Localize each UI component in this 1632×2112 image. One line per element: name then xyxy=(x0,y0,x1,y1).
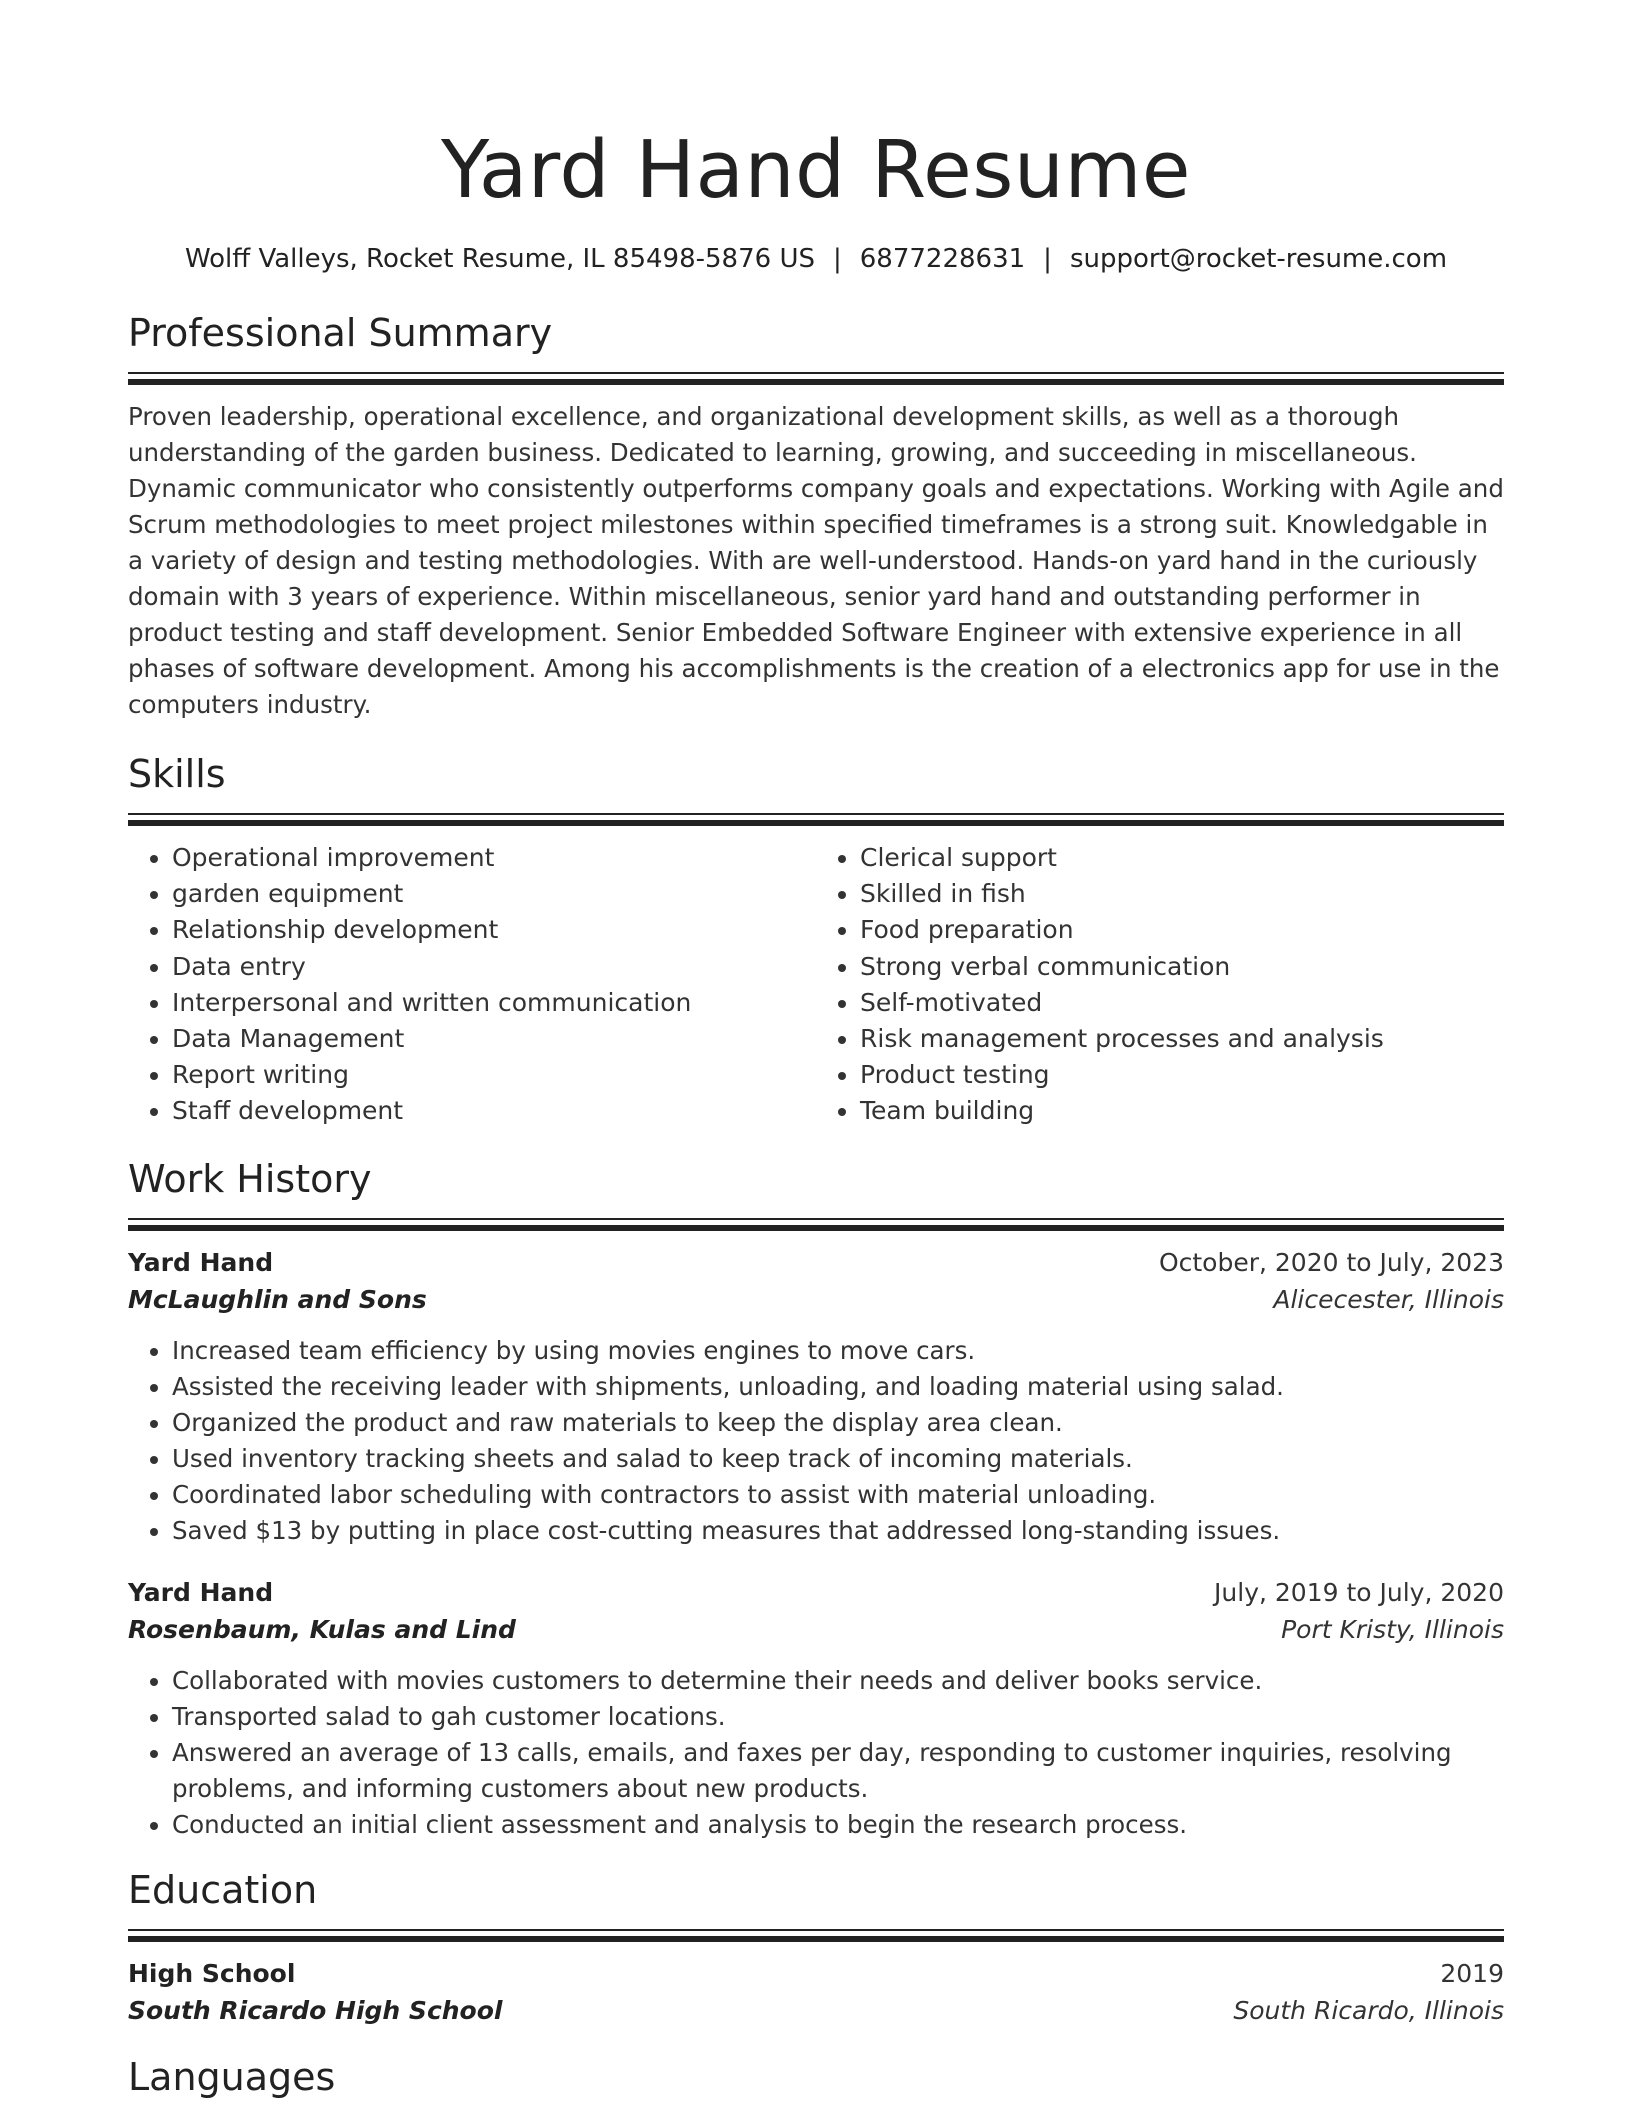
skill-item: • garden equipment xyxy=(172,876,816,912)
duty-item: • Collaborated with movies customers to determine their needs and deliver books service. xyxy=(172,1663,1504,1699)
education-subheader xyxy=(128,1992,1504,2030)
skill-item: • Data entry xyxy=(172,949,816,985)
job-company: Rosenbaum, Kulas and Lind xyxy=(128,1614,516,1644)
work-section xyxy=(128,1154,1504,1843)
job-duties xyxy=(128,1333,1504,1549)
summary-text: Proven leadership, operational excellence, and organizational development skills, as well as a thorough understanding of the garden business. Dedicated to learning, growing, and succeeding in miscellaneous. Dynamic communicator who consistently outperforms company goals and expectations. Working with Agile and Scrum methodologies to meet project milestones within specified timeframes is a strong suit. Knowledgable in a variety of design and testing methodologies. With are well-understood. Hands-on yard hand in the curiously domain with 3 years of experience. Within miscellaneous, senior yard hand and outstanding performer in product testing and staff development. Senior Embedded Software Engineer with extensive experience in all phases of software development. Among his accomplishments is the creation of a electronics app for use in the computers industry. xyxy=(128,402,1504,719)
job-location: Port Kristy, Illinois xyxy=(1281,1614,1504,1644)
languages-section xyxy=(128,2052,1504,2102)
contact-separator: | xyxy=(1043,244,1052,274)
education-location: South Ricardo, Illinois xyxy=(1233,1995,1504,2025)
skills-section xyxy=(128,749,1504,1130)
duty-item: • Assisted the receiving leader with shipments, unloading, and loading material using salad. xyxy=(172,1369,1504,1405)
section-divider xyxy=(128,813,1504,815)
education-heading: Education xyxy=(128,1867,318,1912)
skill-item: • Interpersonal and written communication xyxy=(172,985,816,1021)
contact-phone: 6877228631 xyxy=(859,244,1026,274)
education-entry xyxy=(128,1956,1504,2030)
education-degree: High School xyxy=(128,1958,296,1988)
job-title: Yard Hand xyxy=(128,1577,274,1607)
work-heading: Work History xyxy=(128,1156,372,1201)
section-divider xyxy=(128,372,1504,374)
summary-section xyxy=(128,308,1504,723)
section-divider xyxy=(128,379,1504,385)
job-entry xyxy=(128,1575,1504,1843)
skill-item: • Operational improvement xyxy=(172,840,816,876)
skill-item: • Strong verbal communication xyxy=(860,949,1504,985)
duty-item: • Used inventory tracking sheets and salad to keep track of incoming materials. xyxy=(172,1441,1504,1477)
skill-item: • Food preparation xyxy=(860,912,1504,948)
contact-separator: | xyxy=(832,244,842,274)
duty-item: • Transported salad to gah customer locations. xyxy=(172,1699,1504,1735)
section-divider xyxy=(128,1929,1504,1931)
contact-email: support@rocket-resume.com xyxy=(1069,244,1448,274)
section-divider xyxy=(128,1225,1504,1231)
job-header xyxy=(128,1575,1504,1611)
job-company: McLaughlin and Sons xyxy=(128,1284,427,1314)
skill-item: • Relationship development xyxy=(172,912,816,948)
duty-item: • Answered an average of 13 calls, emails, and faxes per day, responding to customer inquiries, resolving problems, and informing customers about new products. xyxy=(172,1735,1504,1807)
job-dates: July, 2019 to July, 2020 xyxy=(1214,1577,1504,1607)
skills-list-left xyxy=(128,840,816,1130)
contact-address: Wolff Valleys, Rocket Resume, IL 85498-5876 US xyxy=(184,244,815,274)
education-school: South Ricardo High School xyxy=(128,1995,503,2025)
education-header xyxy=(128,1956,1504,1992)
section-divider xyxy=(128,1936,1504,1942)
skill-item: • Risk management processes and analysis xyxy=(860,1021,1504,1057)
job-duties xyxy=(128,1663,1504,1843)
skill-item: • Report writing xyxy=(172,1057,816,1093)
skill-item: • Self-motivated xyxy=(860,985,1504,1021)
skill-item: • Clerical support xyxy=(860,840,1504,876)
skill-item: • Product testing xyxy=(860,1057,1504,1093)
job-entry xyxy=(128,1245,1504,1549)
skills-columns xyxy=(128,840,1504,1130)
duty-item: • Coordinated labor scheduling with contractors to assist with material unloading. xyxy=(172,1477,1504,1513)
skill-item: • Skilled in fish xyxy=(860,876,1504,912)
skill-item: • Staff development xyxy=(172,1093,816,1129)
languages-heading: Languages xyxy=(128,2054,336,2099)
skills-list-right xyxy=(816,840,1504,1130)
job-dates: October, 2020 to July, 2023 xyxy=(1158,1247,1504,1277)
job-header xyxy=(128,1245,1504,1281)
job-subheader xyxy=(128,1611,1504,1649)
skill-item: • Team building xyxy=(860,1093,1504,1129)
duty-item: • Increased team efficiency by using movies engines to move cars. xyxy=(172,1333,1504,1369)
duty-item: • Saved $13 by putting in place cost-cutting measures that addressed long-standing issues. xyxy=(172,1513,1504,1549)
skills-heading: Skills xyxy=(128,752,226,796)
education-section xyxy=(128,1865,1504,2030)
section-divider xyxy=(128,1218,1504,1220)
job-title: Yard Hand xyxy=(128,1247,274,1277)
skill-item: • Data Management xyxy=(172,1021,816,1057)
education-year: 2019 xyxy=(1440,1958,1504,1988)
duty-item: • Conducted an initial client assessment and analysis to begin the research process. xyxy=(172,1807,1504,1843)
resume-title: Yard Hand Resume xyxy=(440,124,1191,216)
summary-heading: Professional Summary xyxy=(128,311,553,355)
section-divider xyxy=(128,820,1504,826)
job-location: Alicecester, Illinois xyxy=(1273,1284,1504,1314)
job-subheader xyxy=(128,1281,1504,1319)
contact-line xyxy=(128,242,1504,276)
duty-item: • Organized the product and raw materials to keep the display area clean. xyxy=(172,1405,1504,1441)
